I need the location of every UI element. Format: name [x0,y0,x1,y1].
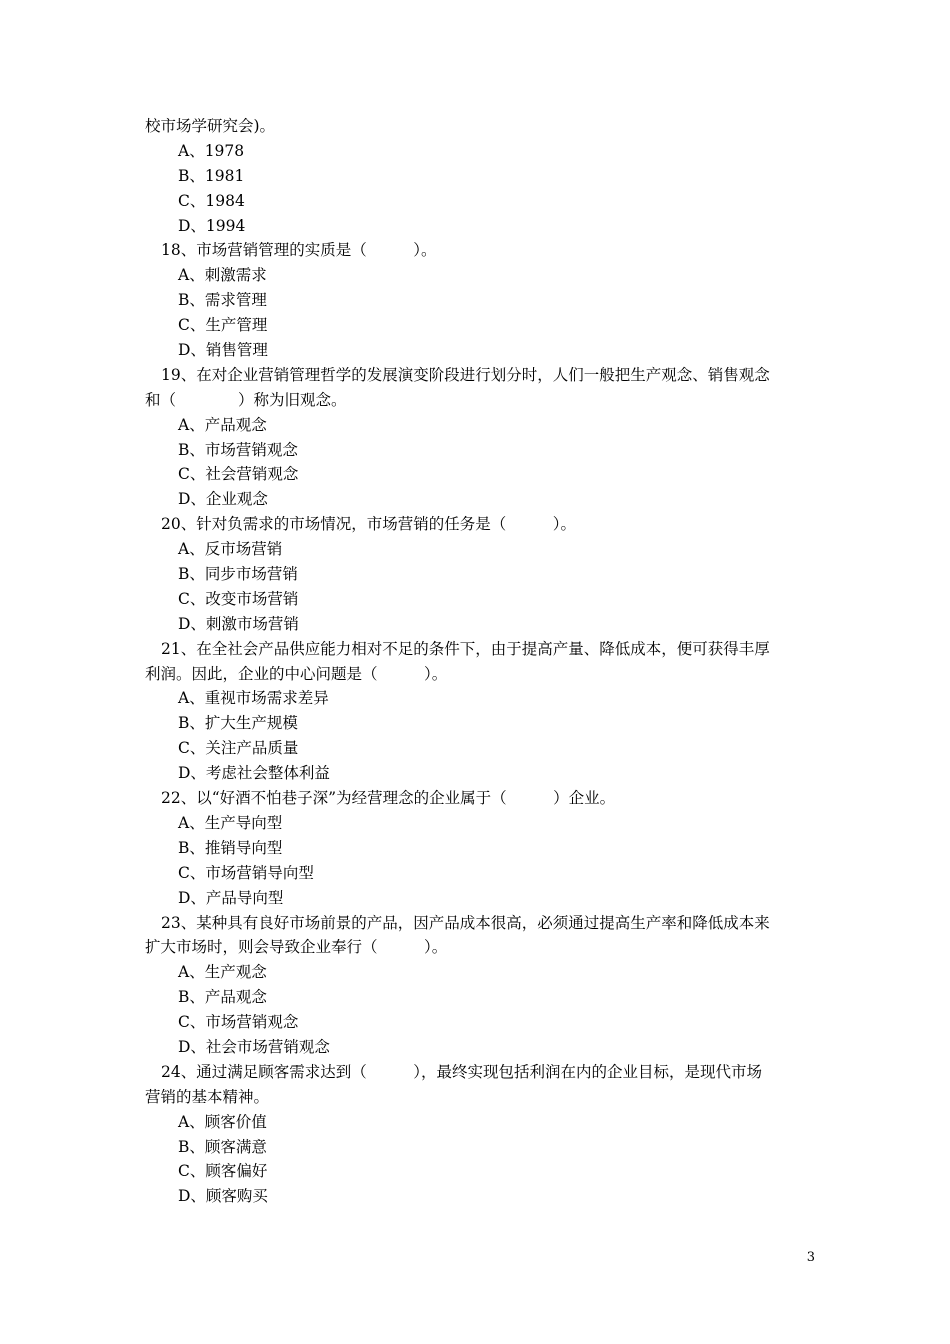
document-body [145,114,813,1209]
question-continuation: 利润。因此，企业的中心问题是（ ）。 [145,664,448,683]
answer-option: A、生产导向型 [178,813,283,832]
question-text: 22、以“好酒不怕巷子深”为经营理念的企业属于（ ）企业。 [161,789,616,808]
question-text: 20、针对负需求的市场情况，市场营销的任务是（ ）。 [161,515,576,534]
answer-option: D、销售管理 [178,341,268,360]
answer-option: D、产品导向型 [178,888,284,907]
answer-option: B、需求管理 [178,291,267,310]
answer-option: B、扩大生产规模 [178,714,298,733]
question-text: 18、市场营销管理的实质是（ ）。 [161,241,437,260]
answer-option: A、重视市场需求差异 [178,689,329,708]
answer-option: D、刺激市场营销 [178,614,299,633]
answer-option: C、市场营销观念 [178,1013,299,1032]
question-continuation: 扩大市场时，则会导致企业奉行（ ）。 [145,938,448,957]
answer-option: B、市场营销观念 [178,440,298,459]
answer-option: A、产品观念 [178,415,267,434]
answer-option: B、推销导向型 [178,838,283,857]
question-text: 21、在全社会产品供应能力相对不足的条件下，由于提高产量、降低成本，便可获得丰厚 [161,639,770,658]
answer-option: B、顾客满意 [178,1137,267,1156]
answer-option: B、产品观念 [178,988,267,1007]
answer-option: C、改变市场营销 [178,589,299,608]
answer-option: A、生产观念 [178,963,267,982]
answer-option: C、社会营销观念 [178,465,299,484]
answer-option: C、市场营销导向型 [178,863,314,882]
answer-option: B、同步市场营销 [178,565,298,584]
answer-option: D、1994 [178,216,246,235]
page-number: 3 [806,1250,815,1265]
answer-option: C、生产管理 [178,316,268,335]
question-continuation: 和（ ）称为旧观念。 [145,390,347,409]
answer-option: C、顾客偏好 [178,1162,268,1181]
question-text: 23、某种具有良好市场前景的产品，因产品成本很高，必须通过提高生产率和降低成本来 [161,913,770,932]
answer-option: A、1978 [178,141,245,160]
answer-option: A、顾客价值 [178,1112,267,1131]
question-text: 19、在对企业营销管理哲学的发展演变阶段进行划分时，人们一般把生产观念、销售观念 [161,365,770,384]
answer-option: C、关注产品质量 [178,739,299,758]
answer-option: D、顾客购买 [178,1187,268,1206]
answer-option: A、刺激需求 [178,266,267,285]
answer-option: D、社会市场营销观念 [178,1037,330,1056]
question-continuation: 营销的基本精神。 [145,1087,270,1106]
answer-option: D、考虑社会整体利益 [178,764,330,783]
answer-option: A、反市场营销 [178,540,283,559]
question-continuation: 校市场学研究会)。 [145,117,276,135]
answer-option: D、企业观念 [178,490,268,509]
answer-option: C、1984 [178,191,245,210]
question-text: 24、通过满足顾客需求达到（ ），最终实现包括利润在内的企业目标，是现代市场 [161,1062,762,1081]
answer-option: B、1981 [178,166,245,185]
